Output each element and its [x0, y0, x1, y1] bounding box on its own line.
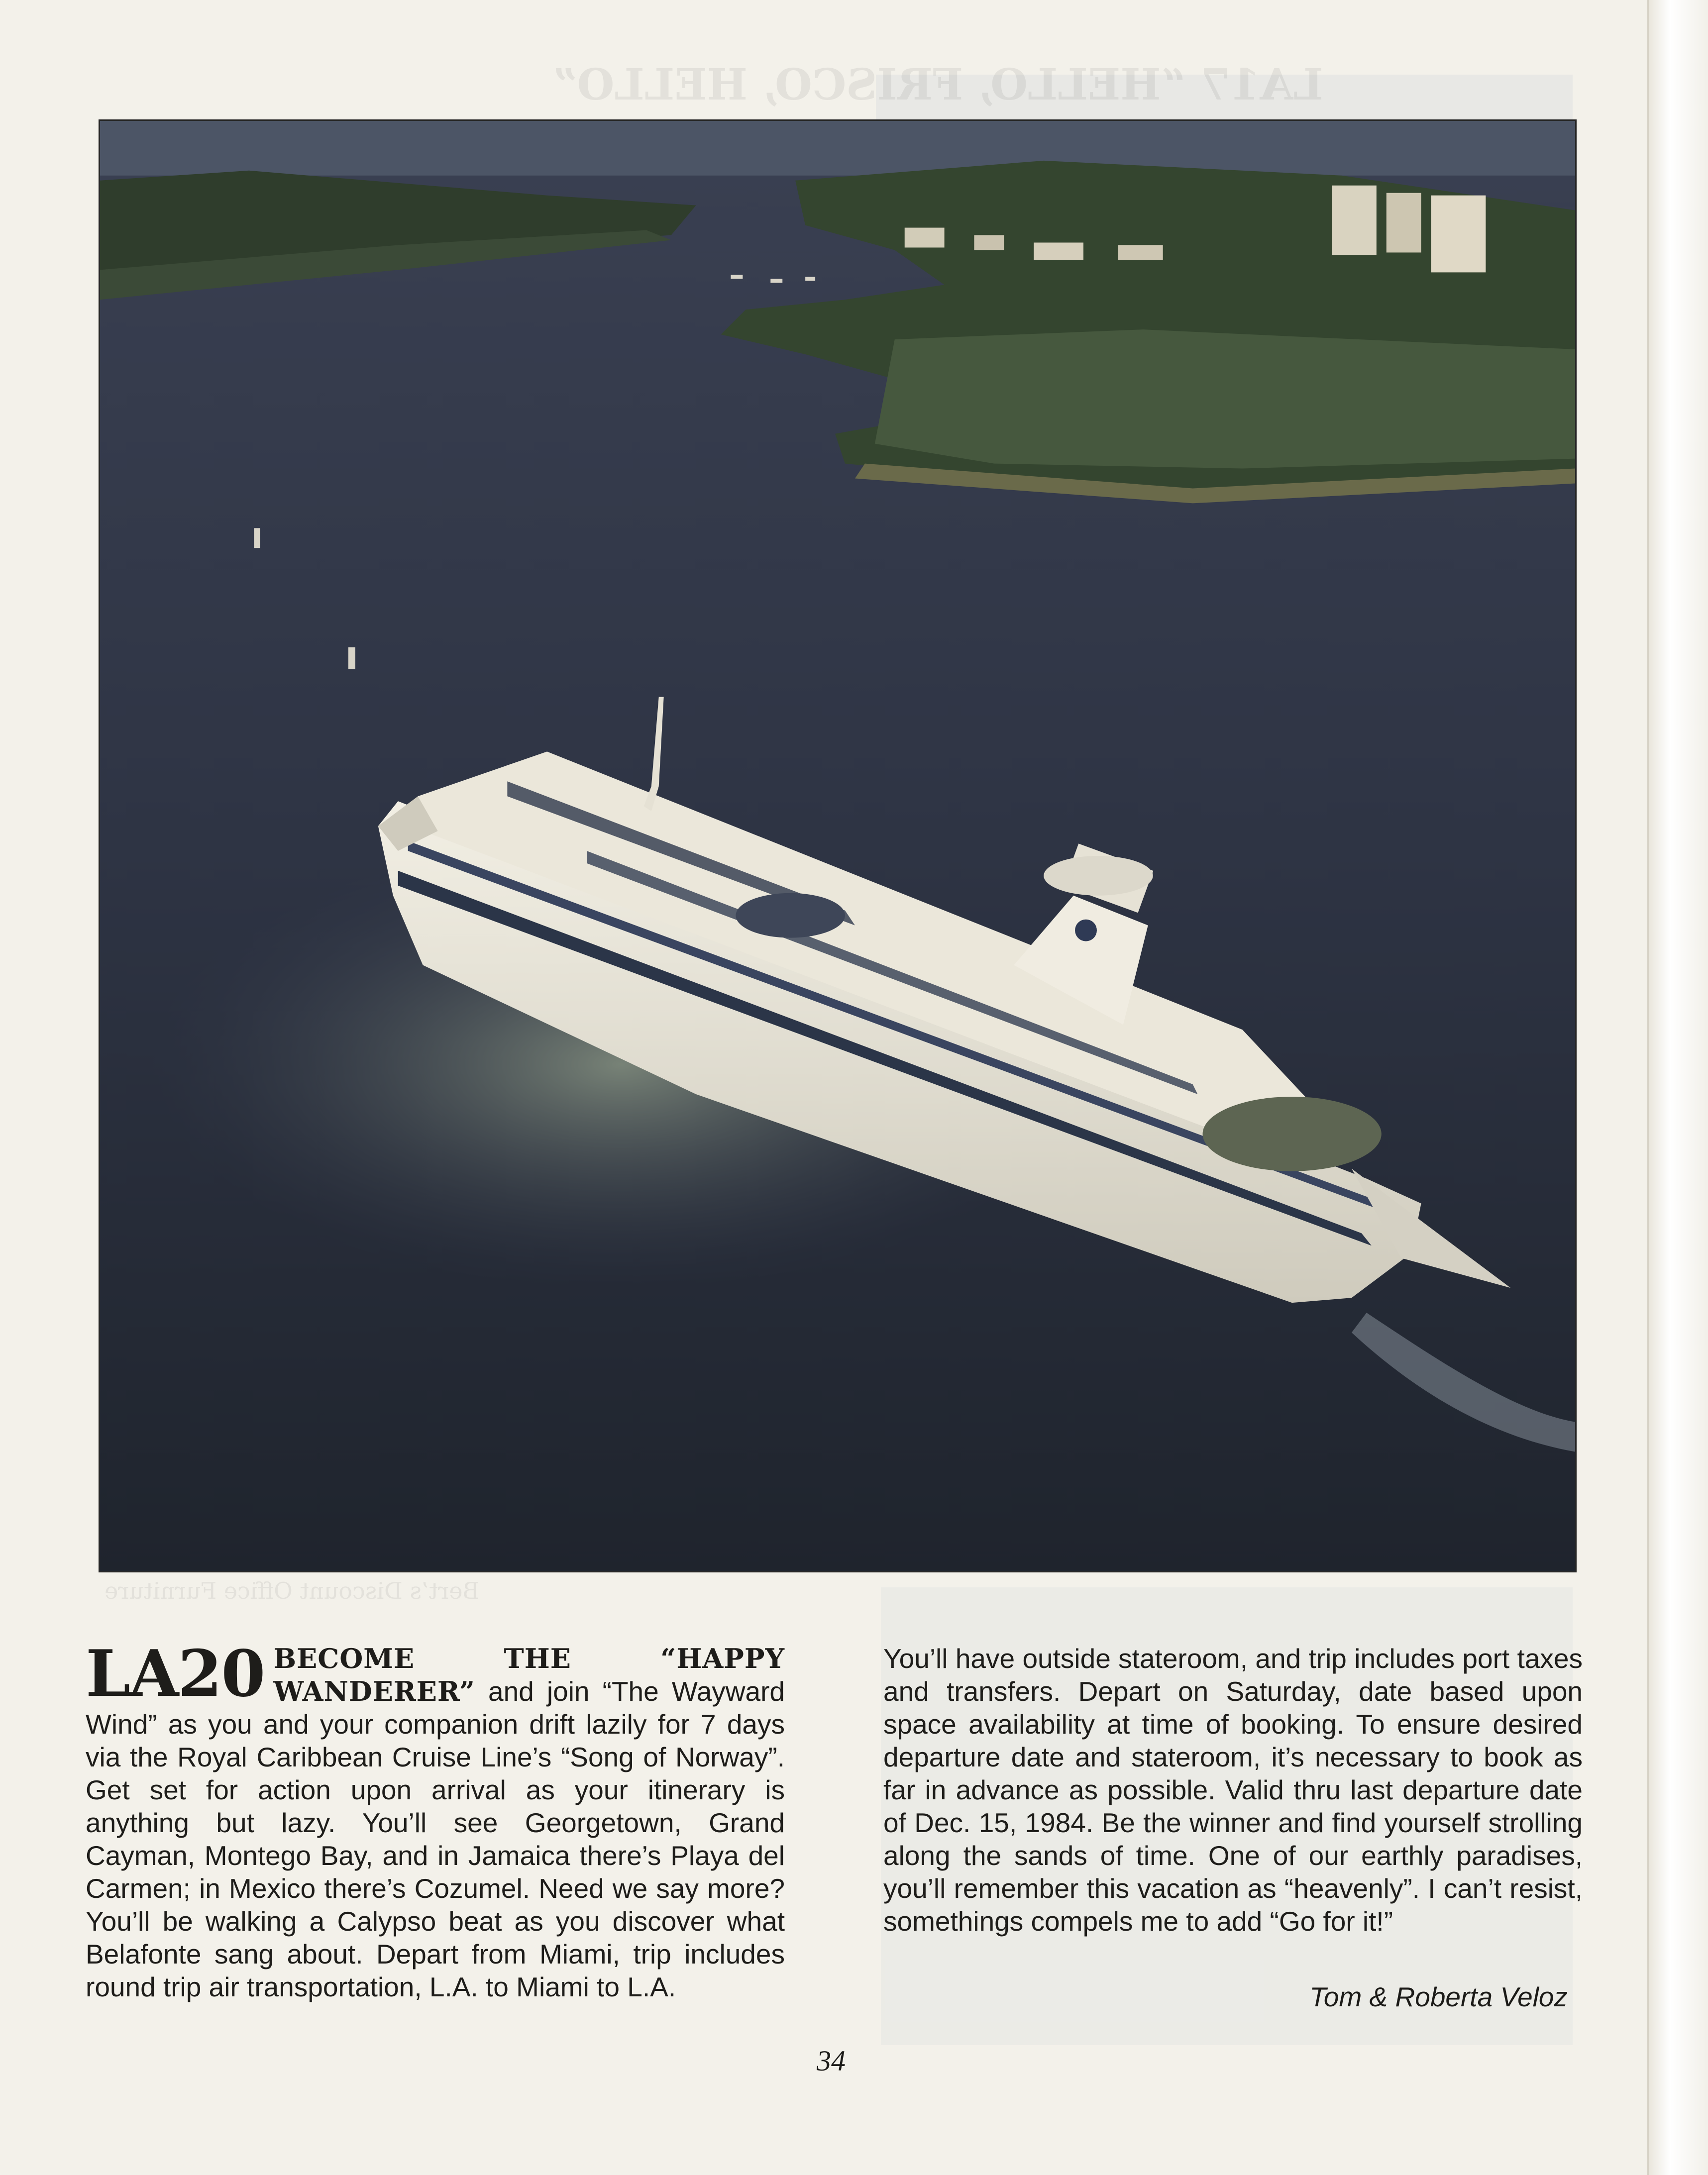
- show-through-caption: Bert’s Discount Office Furniture: [105, 1577, 480, 1604]
- cruise-ship-photo: [99, 119, 1577, 1572]
- binding-edge: [1647, 0, 1708, 2175]
- lot-number: LA20: [86, 1637, 265, 1711]
- article-right-column: [883, 1642, 1583, 1938]
- left-body-text: and join “The Wayward Wind” as you and your companion drift lazily for 7 days via the Royal Caribbean Cruise Line’s “Song of Norway”. Get set for action upon arrival as your itinerary is anything but lazy. You’ll see Georgetown, Grand Cayman, Montego Bay, and in Jamaica there’s Playa del Carmen; in Mexico there’s Cozumel. Need we say more? You’ll be walking a Calypso beat as you discover what Belafonte sang about. Depart from Miami, trip includes round trip air transportation, L.A. to Miami to L.A.: [86, 1676, 785, 2002]
- author-signature: Tom & Roberta Veloz: [1309, 1981, 1568, 2012]
- article-left-column: [86, 1637, 785, 2003]
- article-headline: BECOME THE “HAPPY WANDERER”: [273, 1643, 785, 1707]
- page-number: 34: [817, 2045, 846, 2077]
- show-through-heading: LA17 “HELLO, FRISCO, HELLO”: [552, 60, 1323, 110]
- right-body-text: You’ll have outside stateroom, and trip includes port taxes and transfers. Depart on Saturday, date based upon space availability at time of booking. To ensure desired departure date and stateroom, it’s necessary to book as far in advance as possible. Valid thru last departure date of Dec. 15, 1984. Be the winner and find yourself strolling along the sands of time. One of our earthly paradises, you’ll remember this vacation as “heavenly”. I can’t resist, somethings compels me to add “Go for it!”: [883, 1643, 1583, 1937]
